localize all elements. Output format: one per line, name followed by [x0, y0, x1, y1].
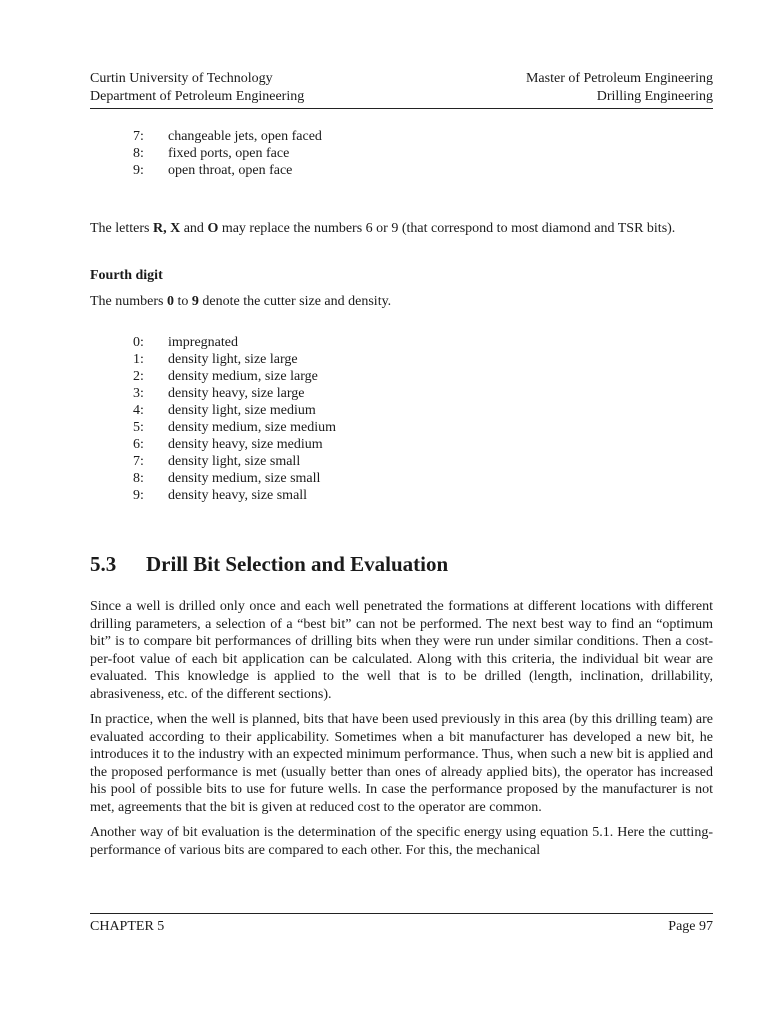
body-paragraph: Another way of bit evaluation is the determination of the specific energy using equation 5.1. Here the cutting-performance of various bits are compared to each other. For this, the mechanical [90, 825, 713, 858]
section-heading [90, 552, 713, 577]
fourth-digit-heading: Fourth digit [90, 267, 163, 283]
header-rule [90, 108, 713, 109]
list-item: 5: density medium, size medium [133, 420, 336, 435]
body-paragraph: In practice, when the well is planned, bits that have been used previously in this area (by this drilling team) are evaluated according to their applicability. Sometimes when a bit manufacturer has developed a new bit, he introduces it to the industry with an expected minimum performance. Thus, when such a new bit is applied and the proposed performance is met (usually better than ones of already applied bits), the operator has increased his pool of possible bits to use for future wells. In case the performance proposed by the manufacturer is not met, agreements that the bit is given at reduced cost to the operator are common. [90, 712, 713, 815]
list-item: 6: density heavy, size medium [133, 437, 323, 452]
list-item: 2: density medium, size large [133, 369, 318, 384]
list-item: 0: impregnated [133, 335, 238, 350]
header-left [90, 70, 304, 106]
footer-chapter: CHAPTER 5 [90, 919, 165, 934]
section-number: 5.3 [90, 552, 117, 576]
header-university: Curtin University of Technology [90, 71, 273, 86]
list-item: 7: changeable jets, open faced [133, 129, 322, 144]
list-item: 9: open throat, open face [133, 163, 293, 178]
section-title: Drill Bit Selection and Evaluation [146, 552, 449, 576]
footer-page-number: Page 97 [668, 919, 713, 934]
footer-rule [90, 913, 713, 914]
header-right [526, 70, 713, 106]
header-course: Drilling Engineering [596, 89, 713, 104]
list-item: 7: density light, size small [133, 454, 301, 469]
nozzle-list [90, 128, 713, 179]
fourth-digit-paragraph: The numbers 0 to 9 denote the cutter size and density. [90, 293, 392, 309]
list-item: 9: density heavy, size small [133, 488, 308, 503]
list-item: 8: fixed ports, open face [133, 146, 290, 161]
list-item: 4: density light, size medium [133, 403, 316, 418]
page-body [90, 70, 713, 859]
header-program: Master of Petroleum Engineering [525, 71, 713, 86]
list-item: 8: density medium, size small [133, 471, 321, 486]
page-header [90, 70, 713, 106]
letters-paragraph: The letters R, X and O may replace the numbers 6 or 9 (that correspond to most diamond and TSR bits). [90, 221, 676, 236]
header-department: Department of Petroleum Engineering [90, 89, 305, 104]
list-item: 3: density heavy, size large [133, 386, 305, 401]
list-item: 1: density light, size large [133, 352, 298, 367]
body-paragraph: Since a well is drilled only once and each well penetrated the formations at different locations with different drilling parameters, a selection of a “best bit” can not be performed. The next best way to find an “optimum bit” is to compare bit performances of drilling bits when they were run under similar conditions. Then a cost-per-foot value of each bit application can be calculated. Along with this criteria, the individual bit wear are evaluated. This knowledge is applied to the well that is to be drilled (length, inclination, drillability, abrasiveness, etc. of the different sections). [90, 599, 713, 702]
page-footer [90, 913, 713, 936]
cutter-list [90, 334, 713, 504]
